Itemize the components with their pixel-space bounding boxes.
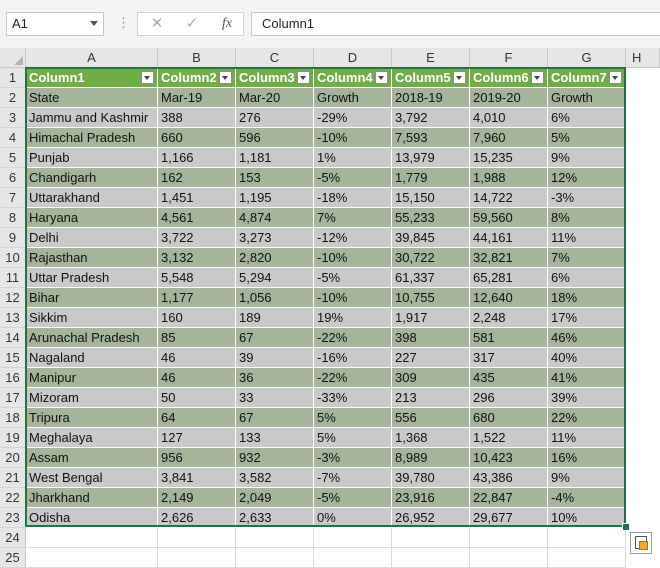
table-cell[interactable]: 46 [158, 348, 236, 368]
table-cell[interactable]: 127 [158, 428, 236, 448]
table-cell[interactable]: 9% [548, 148, 626, 168]
filter-dropdown-icon[interactable] [219, 71, 232, 84]
table-cell[interactable]: 2019-20 [470, 88, 548, 108]
table-cell[interactable]: 3,841 [158, 468, 236, 488]
table-cell[interactable]: 1,522 [470, 428, 548, 448]
table-cell[interactable]: 6% [548, 268, 626, 288]
table-cell[interactable]: 30,722 [392, 248, 470, 268]
table-cell[interactable]: 33 [236, 388, 314, 408]
table-cell[interactable]: 14,722 [470, 188, 548, 208]
row-header-18[interactable]: 18 [0, 408, 26, 428]
header-label: Column4 [317, 70, 373, 85]
table-cell[interactable]: Nagaland [26, 348, 158, 368]
table-cell[interactable]: 41% [548, 368, 626, 388]
table-cell[interactable]: 39,780 [392, 468, 470, 488]
column-header-a[interactable]: A [26, 48, 158, 68]
table-cell[interactable]: 36 [236, 368, 314, 388]
table-cell[interactable]: 1,451 [158, 188, 236, 208]
table-cell[interactable]: 4,561 [158, 208, 236, 228]
table-cell[interactable]: 153 [236, 168, 314, 188]
table-cell[interactable]: 1,056 [236, 288, 314, 308]
table-row [26, 508, 626, 528]
table-cell[interactable]: 2,633 [236, 508, 314, 528]
table-cell[interactable]: 2018-19 [392, 88, 470, 108]
table-cell[interactable]: 956 [158, 448, 236, 468]
row-header-22[interactable]: 22 [0, 488, 26, 508]
table-cell[interactable]: 398 [392, 328, 470, 348]
name-box-value: A1 [12, 16, 28, 31]
table-cell[interactable]: State [26, 88, 158, 108]
table-cell[interactable]: 3,792 [392, 108, 470, 128]
row-header-10[interactable]: 10 [0, 248, 26, 268]
table-cell[interactable]: Chandigarh [26, 168, 158, 188]
empty-cell[interactable] [470, 528, 548, 548]
table-cell[interactable]: 556 [392, 408, 470, 428]
table-cell[interactable]: 7% [548, 248, 626, 268]
table-cell[interactable]: 18% [548, 288, 626, 308]
table-cell[interactable]: 3,132 [158, 248, 236, 268]
table-cell[interactable]: Tripura [26, 408, 158, 428]
table-cell[interactable]: 39,845 [392, 228, 470, 248]
table-cell[interactable]: 2,626 [158, 508, 236, 528]
chevron-down-icon[interactable] [90, 21, 98, 26]
table-cell[interactable]: 59,560 [470, 208, 548, 228]
table-cell[interactable]: 296 [470, 388, 548, 408]
formula-bar-area [0, 0, 660, 48]
table-cell[interactable]: 1,988 [470, 168, 548, 188]
row-header-8[interactable]: 8 [0, 208, 26, 228]
table-row [26, 148, 626, 168]
table-cell[interactable]: 388 [158, 108, 236, 128]
table-cell[interactable]: 1,181 [236, 148, 314, 168]
table-cell[interactable]: 9% [548, 468, 626, 488]
table-cell[interactable]: 276 [236, 108, 314, 128]
column-header-d[interactable]: D [314, 48, 392, 68]
table-cell[interactable]: 2,820 [236, 248, 314, 268]
column-header-e[interactable]: E [392, 48, 470, 68]
row-header-9[interactable]: 9 [0, 228, 26, 248]
table-cell[interactable]: 1,177 [158, 288, 236, 308]
table-cell[interactable]: 680 [470, 408, 548, 428]
header-label: Column7 [551, 70, 607, 85]
row-header-14[interactable]: 14 [0, 328, 26, 348]
table-cell[interactable]: 8% [548, 208, 626, 228]
table-cell[interactable]: West Bengal [26, 468, 158, 488]
table-row [26, 308, 626, 328]
row-header-17[interactable]: 17 [0, 388, 26, 408]
table-row [26, 88, 626, 108]
table-row [26, 348, 626, 368]
row-header-16[interactable]: 16 [0, 368, 26, 388]
table-cell[interactable]: 4,010 [470, 108, 548, 128]
table-cell[interactable]: 22% [548, 408, 626, 428]
table-row [26, 108, 626, 128]
table-cell[interactable]: 22,847 [470, 488, 548, 508]
quick-analysis-button[interactable] [630, 532, 652, 554]
cancel-icon[interactable]: ✕ [150, 15, 164, 32]
empty-cell[interactable] [548, 528, 626, 548]
table-row [26, 208, 626, 228]
table-row [26, 168, 626, 188]
table-cell[interactable]: 10,755 [392, 288, 470, 308]
table-cell[interactable]: Mar-19 [158, 88, 236, 108]
filter-dropdown-icon[interactable] [375, 71, 388, 84]
table-cell[interactable]: -4% [548, 488, 626, 508]
table-cell[interactable]: 64 [158, 408, 236, 428]
formula-value: Column1 [262, 16, 315, 31]
table-cell[interactable]: 16% [548, 448, 626, 468]
row-header-1[interactable]: 1 [0, 68, 26, 88]
table-cell[interactable]: 32,821 [470, 248, 548, 268]
table-cell[interactable]: Growth [314, 88, 392, 108]
table-row [26, 268, 626, 288]
table-cell[interactable]: Growth [548, 88, 626, 108]
table-cell[interactable]: 1,779 [392, 168, 470, 188]
table-header-cell[interactable] [392, 68, 470, 88]
table-cell[interactable]: -16% [314, 348, 392, 368]
table-cell[interactable]: 5% [548, 128, 626, 148]
table-cell[interactable]: 5% [314, 428, 392, 448]
table-row [26, 468, 626, 488]
filter-dropdown-icon[interactable] [453, 71, 466, 84]
table-header-cell[interactable] [158, 68, 236, 88]
table-row [26, 408, 626, 428]
table-cell[interactable]: Haryana [26, 208, 158, 228]
table-cell[interactable]: 67 [236, 408, 314, 428]
table-cell[interactable]: 1,917 [392, 308, 470, 328]
table-cell[interactable]: 43,386 [470, 468, 548, 488]
table-cell[interactable]: 1,195 [236, 188, 314, 208]
table-cell[interactable]: 660 [158, 128, 236, 148]
table-cell[interactable]: 29,677 [470, 508, 548, 528]
table-cell[interactable]: 227 [392, 348, 470, 368]
table-cell[interactable]: 67 [236, 328, 314, 348]
table-cell[interactable]: 213 [392, 388, 470, 408]
table-cell[interactable]: 2,049 [236, 488, 314, 508]
table-cell[interactable]: 7,960 [470, 128, 548, 148]
table-row [26, 388, 626, 408]
table-cell[interactable]: Himachal Pradesh [26, 128, 158, 148]
table-cell[interactable]: Jharkhand [26, 488, 158, 508]
row-header-15[interactable]: 15 [0, 348, 26, 368]
table-cell[interactable]: Delhi [26, 228, 158, 248]
row-header-3[interactable]: 3 [0, 108, 26, 128]
table-cell[interactable]: 61,337 [392, 268, 470, 288]
table-row [26, 288, 626, 308]
table-cell[interactable]: 581 [470, 328, 548, 348]
table-cell[interactable]: Assam [26, 448, 158, 468]
table-cell[interactable]: -10% [314, 248, 392, 268]
table-cell[interactable]: 10,423 [470, 448, 548, 468]
table-cell[interactable]: -18% [314, 188, 392, 208]
table-cell[interactable]: 1,166 [158, 148, 236, 168]
table-cell[interactable]: 317 [470, 348, 548, 368]
row-header-23[interactable]: 23 [0, 508, 26, 528]
column-header-b[interactable]: B [158, 48, 236, 68]
table-header-cell[interactable] [236, 68, 314, 88]
table-cell[interactable]: 15,150 [392, 188, 470, 208]
header-label: Column3 [239, 70, 295, 85]
formula-input[interactable] [251, 12, 660, 36]
table-cell[interactable]: Mar-20 [236, 88, 314, 108]
table-cell[interactable]: Bihar [26, 288, 158, 308]
filter-dropdown-icon[interactable] [531, 71, 544, 84]
table-cell[interactable]: 13,979 [392, 148, 470, 168]
table-cell[interactable]: 3,273 [236, 228, 314, 248]
table-cell[interactable]: 44,161 [470, 228, 548, 248]
table-cell[interactable]: -10% [314, 288, 392, 308]
insert-function-icon[interactable]: fx [221, 16, 233, 31]
enter-icon[interactable]: ✓ [185, 15, 199, 32]
table-cell[interactable]: Odisha [26, 508, 158, 528]
table-cell[interactable]: Uttar Pradesh [26, 268, 158, 288]
table-cell[interactable]: 3,722 [158, 228, 236, 248]
table-cell[interactable]: 160 [158, 308, 236, 328]
table-header-cell[interactable] [548, 68, 626, 88]
header-label: Column2 [161, 70, 217, 85]
column-header-f[interactable]: F [470, 48, 548, 68]
row-header-12[interactable]: 12 [0, 288, 26, 308]
table-cell[interactable]: 189 [236, 308, 314, 328]
table-header-cell[interactable] [26, 68, 158, 88]
table-cell[interactable]: -33% [314, 388, 392, 408]
row-header-2[interactable]: 2 [0, 88, 26, 108]
table-cell[interactable]: 8,989 [392, 448, 470, 468]
empty-row [26, 548, 660, 568]
table-cell[interactable]: 85 [158, 328, 236, 348]
row-header-6[interactable]: 6 [0, 168, 26, 188]
table-cell[interactable]: 133 [236, 428, 314, 448]
table-header-cell[interactable] [314, 68, 392, 88]
table-cell[interactable]: -5% [314, 168, 392, 188]
table-cell[interactable]: 11% [548, 428, 626, 448]
empty-cell[interactable] [314, 528, 392, 548]
empty-cell[interactable] [236, 528, 314, 548]
table-cell[interactable]: 40% [548, 348, 626, 368]
table-cell[interactable]: 10% [548, 508, 626, 528]
name-box[interactable] [6, 12, 104, 36]
table-header-row [26, 68, 626, 88]
table-cell[interactable]: 6% [548, 108, 626, 128]
filter-dropdown-icon[interactable] [141, 71, 154, 84]
table-cell[interactable]: 309 [392, 368, 470, 388]
table-cell[interactable]: Uttarakhand [26, 188, 158, 208]
table-cell[interactable]: -10% [314, 128, 392, 148]
table-cell[interactable]: -22% [314, 328, 392, 348]
table-cell[interactable]: 55,233 [392, 208, 470, 228]
select-all-button[interactable] [0, 48, 26, 68]
table-cell[interactable]: 17% [548, 308, 626, 328]
table-row [26, 248, 626, 268]
table-cell[interactable]: 39% [548, 388, 626, 408]
table-cell[interactable]: 2,248 [470, 308, 548, 328]
table-cell[interactable]: 65,281 [470, 268, 548, 288]
row-header-5[interactable]: 5 [0, 148, 26, 168]
table-cell[interactable]: 26,952 [392, 508, 470, 528]
table-cell[interactable]: 19% [314, 308, 392, 328]
row-header-20[interactable]: 20 [0, 448, 26, 468]
lightning-icon [639, 541, 648, 550]
table-cell[interactable]: 2,149 [158, 488, 236, 508]
empty-cell[interactable] [26, 548, 158, 568]
table-cell[interactable]: 3,582 [236, 468, 314, 488]
table-cell[interactable]: 0% [314, 508, 392, 528]
empty-cell[interactable] [158, 548, 236, 568]
table-row [26, 228, 626, 248]
empty-cell[interactable] [548, 548, 626, 568]
table-cell[interactable]: 162 [158, 168, 236, 188]
table-cell[interactable]: 7,593 [392, 128, 470, 148]
empty-cell[interactable] [314, 548, 392, 568]
table-cell[interactable]: Meghalaya [26, 428, 158, 448]
table-cell[interactable]: Mizoram [26, 388, 158, 408]
table-cell[interactable]: 7% [314, 208, 392, 228]
table-cell[interactable]: 39 [236, 348, 314, 368]
column-header-h[interactable]: H [626, 48, 660, 68]
table-cell[interactable]: -12% [314, 228, 392, 248]
table-cell[interactable]: 5% [314, 408, 392, 428]
table-row [26, 428, 626, 448]
table-cell[interactable]: 4,874 [236, 208, 314, 228]
row-header-21[interactable]: 21 [0, 468, 26, 488]
row-header-11[interactable]: 11 [0, 268, 26, 288]
formula-buttons [137, 12, 244, 36]
table-cell[interactable]: 50 [158, 388, 236, 408]
table-row [26, 128, 626, 148]
table-cell[interactable]: 46 [158, 368, 236, 388]
table-cell[interactable]: 11% [548, 228, 626, 248]
table-cell[interactable]: -3% [314, 448, 392, 468]
table-cell[interactable]: Rajasthan [26, 248, 158, 268]
table-cell[interactable]: -3% [548, 188, 626, 208]
table-cell[interactable]: 1,368 [392, 428, 470, 448]
row-header-7[interactable]: 7 [0, 188, 26, 208]
table-row [26, 188, 626, 208]
empty-cell[interactable] [392, 548, 470, 568]
table-cell[interactable]: 5,294 [236, 268, 314, 288]
table-cell[interactable]: Arunachal Pradesh [26, 328, 158, 348]
table-cell[interactable]: -5% [314, 488, 392, 508]
filter-dropdown-icon[interactable] [297, 71, 310, 84]
header-label: Column1 [29, 70, 85, 85]
header-label: Column5 [395, 70, 451, 85]
table-cell[interactable]: Punjab [26, 148, 158, 168]
fill-handle[interactable] [622, 523, 630, 531]
empty-cell[interactable] [392, 528, 470, 548]
empty-cell[interactable] [158, 528, 236, 548]
table-cell[interactable]: -7% [314, 468, 392, 488]
table-cell[interactable]: 23,916 [392, 488, 470, 508]
table-row [26, 448, 626, 468]
table-cell[interactable]: 5,548 [158, 268, 236, 288]
row-header-4[interactable]: 4 [0, 128, 26, 148]
table-cell[interactable]: Jammu and Kashmir [26, 108, 158, 128]
row-header-13[interactable]: 13 [0, 308, 26, 328]
table-row [26, 488, 626, 508]
table-cell[interactable]: 932 [236, 448, 314, 468]
row-header-25[interactable]: 25 [0, 548, 26, 568]
table-row [26, 328, 626, 348]
empty-cell[interactable] [26, 528, 158, 548]
table-cell[interactable]: -22% [314, 368, 392, 388]
column-header-c[interactable]: C [236, 48, 314, 68]
header-label: Column6 [473, 70, 529, 85]
row-header-19[interactable]: 19 [0, 428, 26, 448]
row-header-24[interactable]: 24 [0, 528, 26, 548]
table-header-cell[interactable] [470, 68, 548, 88]
empty-cell[interactable] [236, 548, 314, 568]
table-cell[interactable]: Manipur [26, 368, 158, 388]
empty-row [26, 528, 660, 548]
table-cell[interactable]: 596 [236, 128, 314, 148]
empty-cell[interactable] [470, 548, 548, 568]
more-icon: ⋮ [117, 15, 130, 30]
column-header-g[interactable]: G [548, 48, 626, 68]
table-cell[interactable]: Sikkim [26, 308, 158, 328]
table-cell[interactable]: 12% [548, 168, 626, 188]
table-cell[interactable]: 435 [470, 368, 548, 388]
table-cell[interactable]: -5% [314, 268, 392, 288]
table-cell[interactable]: 46% [548, 328, 626, 348]
table-cell[interactable]: 1% [314, 148, 392, 168]
table-cell[interactable]: 15,235 [470, 148, 548, 168]
table-cell[interactable]: -29% [314, 108, 392, 128]
table-row [26, 368, 626, 388]
filter-dropdown-icon[interactable] [609, 71, 622, 84]
table-cell[interactable]: 12,640 [470, 288, 548, 308]
